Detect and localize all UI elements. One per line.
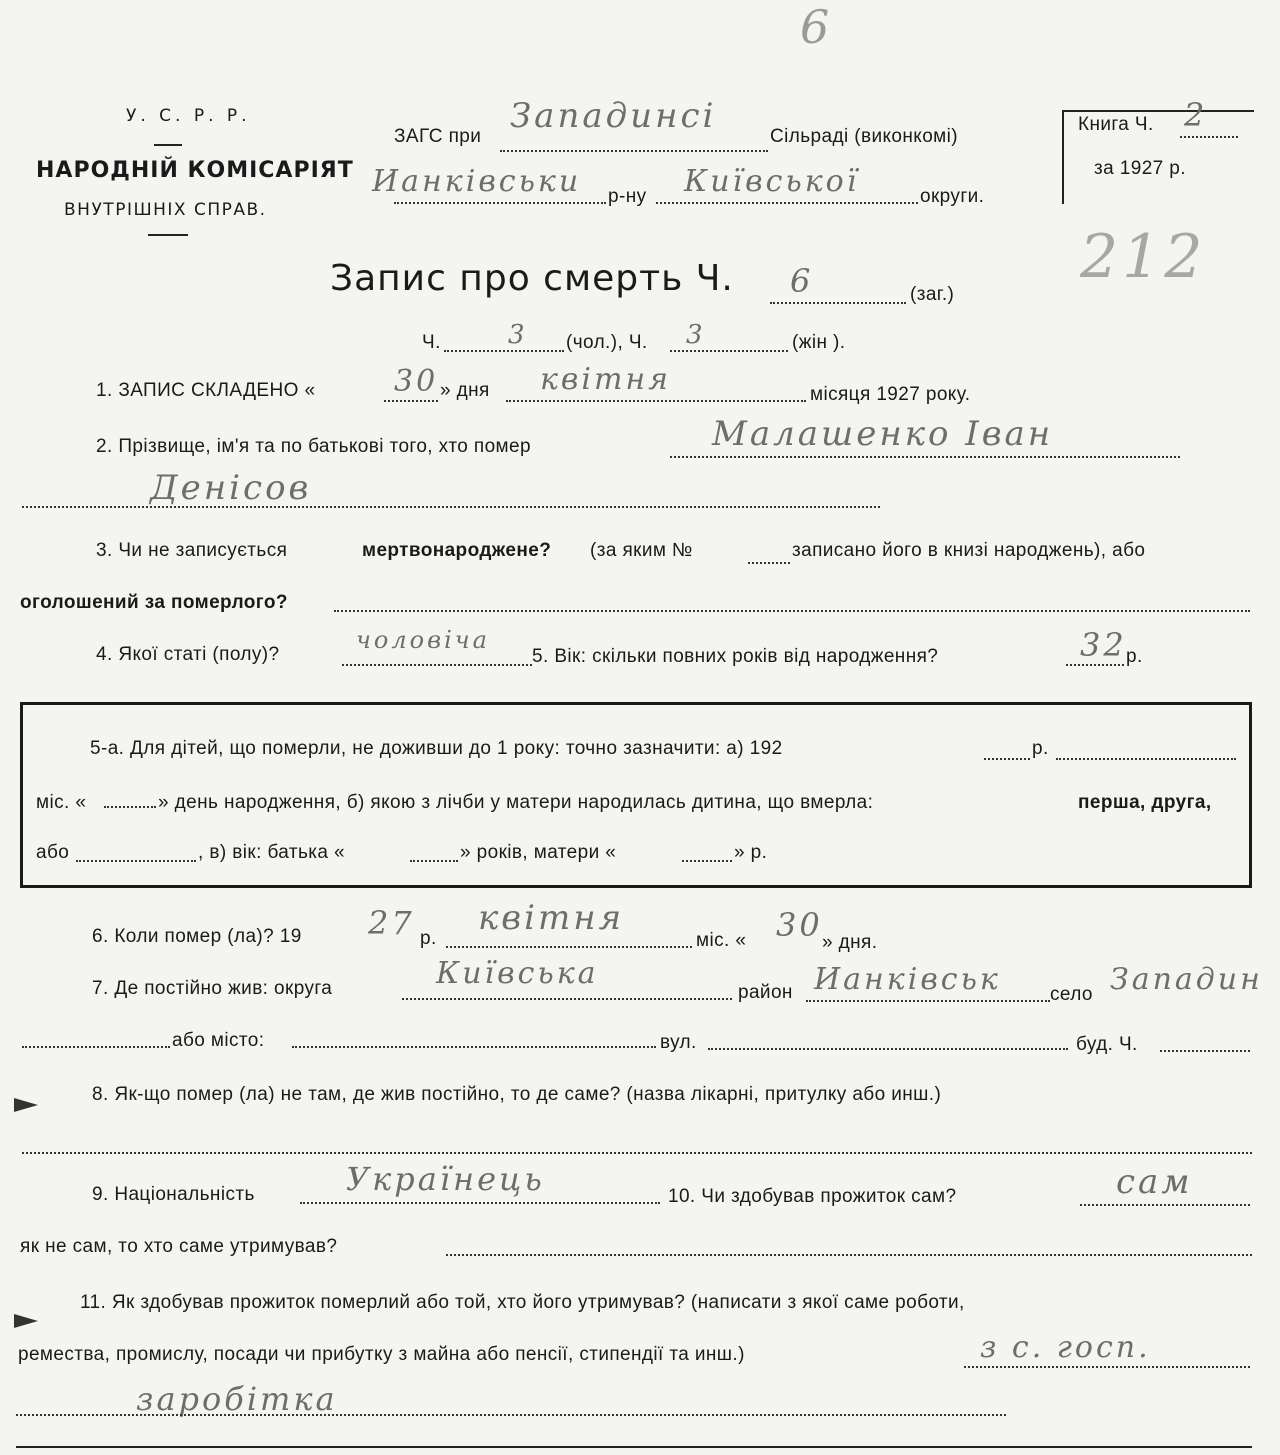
okruga-handwritten: Київської — [684, 164, 860, 199]
field-9-line — [300, 1202, 660, 1204]
book-year: за 1927 р. — [1094, 158, 1186, 179]
zags-village-handwritten: Западинсі — [510, 96, 717, 136]
field-5a-line2-b: » день народження, б) якою з лічби у матери народилась дитина, що вмерла: — [158, 792, 874, 813]
field-5a-line1-end: р. — [1032, 738, 1049, 759]
field-5a-line1-fill — [1056, 758, 1236, 760]
field-5a-line3-d: » р. — [734, 842, 768, 863]
rayon-handwritten: Ианківськи — [372, 164, 582, 199]
header-rule — [148, 234, 188, 236]
field-5a-father-age-line — [410, 860, 458, 862]
field-10-line — [1080, 1204, 1250, 1206]
field-6-day-handwritten: 30 — [776, 906, 823, 944]
female-suffix: (жін ). — [792, 332, 846, 353]
zags-suffix: Сільраді (виконкомі) — [770, 126, 958, 147]
field-8-line — [22, 1152, 1252, 1154]
field-6-label: 6. Коли помер (ла)? 19 — [92, 926, 302, 947]
rayon-line — [394, 202, 606, 204]
field-4-line — [342, 664, 532, 666]
field-5a-line2-bold: перша, друга, — [1078, 792, 1212, 813]
field-2-line2 — [22, 506, 880, 508]
field-5-label: 5. Вік: скільки повних років від народження? — [532, 646, 939, 667]
field-7-rayon-line — [806, 1000, 1050, 1002]
field-1-end: місяця 1927 року. — [810, 384, 971, 405]
field-10-line2-fill — [446, 1254, 1252, 1256]
field-7-rayon-label: район — [738, 982, 793, 1003]
record-number-handwritten: 6 — [790, 262, 814, 300]
field-11-value-handwritten: з с. госп. — [980, 1330, 1151, 1365]
field-6-end: » дня. — [822, 932, 878, 953]
okruga-line — [656, 202, 918, 204]
field-5a-line3-a: або — [36, 842, 70, 863]
field-5a-mother-age-line — [682, 860, 732, 862]
field-7-label: 7. Де постійно жив: округа — [92, 978, 333, 999]
field-1-month-line — [506, 400, 806, 402]
field-7-selo-handwritten: Западин — [1110, 962, 1263, 997]
okruga-suffix: округи. — [920, 186, 985, 207]
field-3-part3: записано його в книзі народжень), або — [792, 540, 1146, 561]
field-3-number-line — [748, 562, 790, 564]
field-1-day-handwritten: 30 — [394, 364, 439, 399]
archive-number: 212 — [1080, 222, 1207, 292]
female-number-handwritten: 3 — [686, 320, 706, 350]
field-5a-line2-a: міс. « — [36, 792, 87, 813]
field-6-month-line — [446, 946, 692, 948]
field-1-day-line — [384, 400, 438, 402]
department-label: ВНУТРІШНІХ СПРАВ. — [64, 200, 267, 220]
field-11-line2: ремества, промислу, посади чи прибутку з майна або пенсії, стипендії та инш.) — [18, 1344, 745, 1365]
book-label: Книга Ч. — [1078, 114, 1154, 135]
field-3-part2: (за яким № — [590, 540, 693, 561]
field-3-stillborn: мертвонароджене? — [362, 540, 552, 561]
header-rule — [154, 144, 182, 146]
republic-label: У. С. Р. Р. — [126, 106, 251, 126]
field-2-value-handwritten: Малашенко Іван — [712, 414, 1054, 454]
field-7-misto-label: або місто: — [172, 1030, 265, 1051]
field-7-okruga-handwritten: Київська — [436, 956, 599, 991]
field-2-line — [670, 456, 1180, 458]
punch-mark — [14, 1314, 38, 1328]
field-2-value2-handwritten: Денісов — [150, 468, 312, 508]
field-5a-line3-b: , в) вік: батька « — [198, 842, 345, 863]
field-10-line2: як не сам, то хто саме утримував? — [20, 1236, 338, 1257]
field-3-part1: 3. Чи не записується — [96, 540, 288, 561]
field-3-line2 — [334, 610, 1250, 612]
field-5a-line3-c: » років, матери « — [460, 842, 617, 863]
male-number-handwritten: 3 — [508, 320, 528, 350]
field-5-line — [1066, 664, 1124, 666]
field-2-label: 2. Прізвище, ім'я та по батькові того, хто помер — [96, 436, 531, 457]
bottom-rule — [16, 1446, 1252, 1448]
record-number-line — [770, 302, 906, 304]
zags-village-line — [500, 150, 768, 152]
female-number-line — [670, 350, 788, 352]
male-label: Ч. — [422, 332, 441, 353]
rayon-suffix: р-ну — [608, 186, 647, 207]
field-5a-year-line — [984, 758, 1030, 760]
zags-prefix: ЗАГС при — [394, 126, 482, 147]
field-8-label: 8. Як-що помер (ла) не там, де жив постійно, то де саме? (назва лікарні, притулку або инш.) — [92, 1084, 942, 1105]
field-6-month-handwritten: квітня — [478, 898, 625, 938]
field-7-line2-start — [22, 1046, 170, 1048]
field-5a-day-line — [104, 806, 156, 808]
field-1-mid: » дня — [440, 380, 490, 401]
record-title-suffix: (заг.) — [910, 284, 955, 305]
record-title: Запис про смерть Ч. — [330, 258, 734, 299]
field-6-year-handwritten: 27 — [368, 904, 415, 942]
field-7-rayon-handwritten: Ианківськ — [814, 962, 1001, 997]
field-9-value-handwritten: Українець — [346, 1160, 545, 1198]
field-5a-other-line — [76, 860, 196, 862]
field-7-vul-line — [708, 1048, 1068, 1050]
field-7-selo-label: село — [1050, 984, 1093, 1005]
field-7-vul-label: вул. — [660, 1032, 697, 1053]
book-number-handwritten: 2 — [1184, 96, 1208, 134]
field-7-bud-label: буд. Ч. — [1076, 1034, 1138, 1055]
field-10-value-handwritten: сам — [1116, 1162, 1193, 1202]
field-7-okruga-line — [402, 998, 732, 1000]
field-1-month-handwritten: квітня — [540, 362, 672, 397]
male-suffix: (чол.), Ч. — [566, 332, 648, 353]
field-1-label: 1. ЗАПИС СКЛАДЕНО « — [96, 380, 316, 401]
field-11-label: 11. Як здобував прожиток померлий або той, хто його утримував? (написати з якої саме роботи, — [80, 1292, 965, 1313]
field-9-label: 9. Національність — [92, 1184, 255, 1205]
field-10-label: 10. Чи здобував прожиток сам? — [668, 1186, 957, 1207]
commissariat-label: НАРОДНІЙ КОМІСАРІЯТ — [36, 158, 354, 183]
field-11-value2-handwritten: заробітка — [136, 1380, 338, 1418]
book-number-line — [1180, 136, 1238, 138]
field-4-label: 4. Якої статі (полу)? — [96, 644, 280, 665]
field-3-declared-dead: оголошений за померлого? — [20, 592, 288, 613]
field-5-value-handwritten: 32 — [1080, 626, 1127, 664]
field-6-r: р. — [420, 928, 437, 949]
punch-mark — [14, 1098, 38, 1112]
field-11-line — [964, 1366, 1250, 1368]
field-5-unit: р. — [1126, 646, 1143, 667]
top-pencil-mark: 6 — [800, 0, 833, 54]
field-6-mis: міс. « — [696, 930, 747, 951]
field-4-value-handwritten: чоловіча — [356, 626, 490, 654]
field-7-misto-line — [292, 1046, 656, 1048]
field-7-bud-line — [1160, 1050, 1250, 1052]
male-number-line — [444, 350, 564, 352]
field-11-line2-fill — [16, 1414, 1006, 1416]
field-5a-line1: 5-а. Для дітей, що померли, не доживши до 1 року: точно зазначити: а) 192 — [90, 738, 783, 759]
